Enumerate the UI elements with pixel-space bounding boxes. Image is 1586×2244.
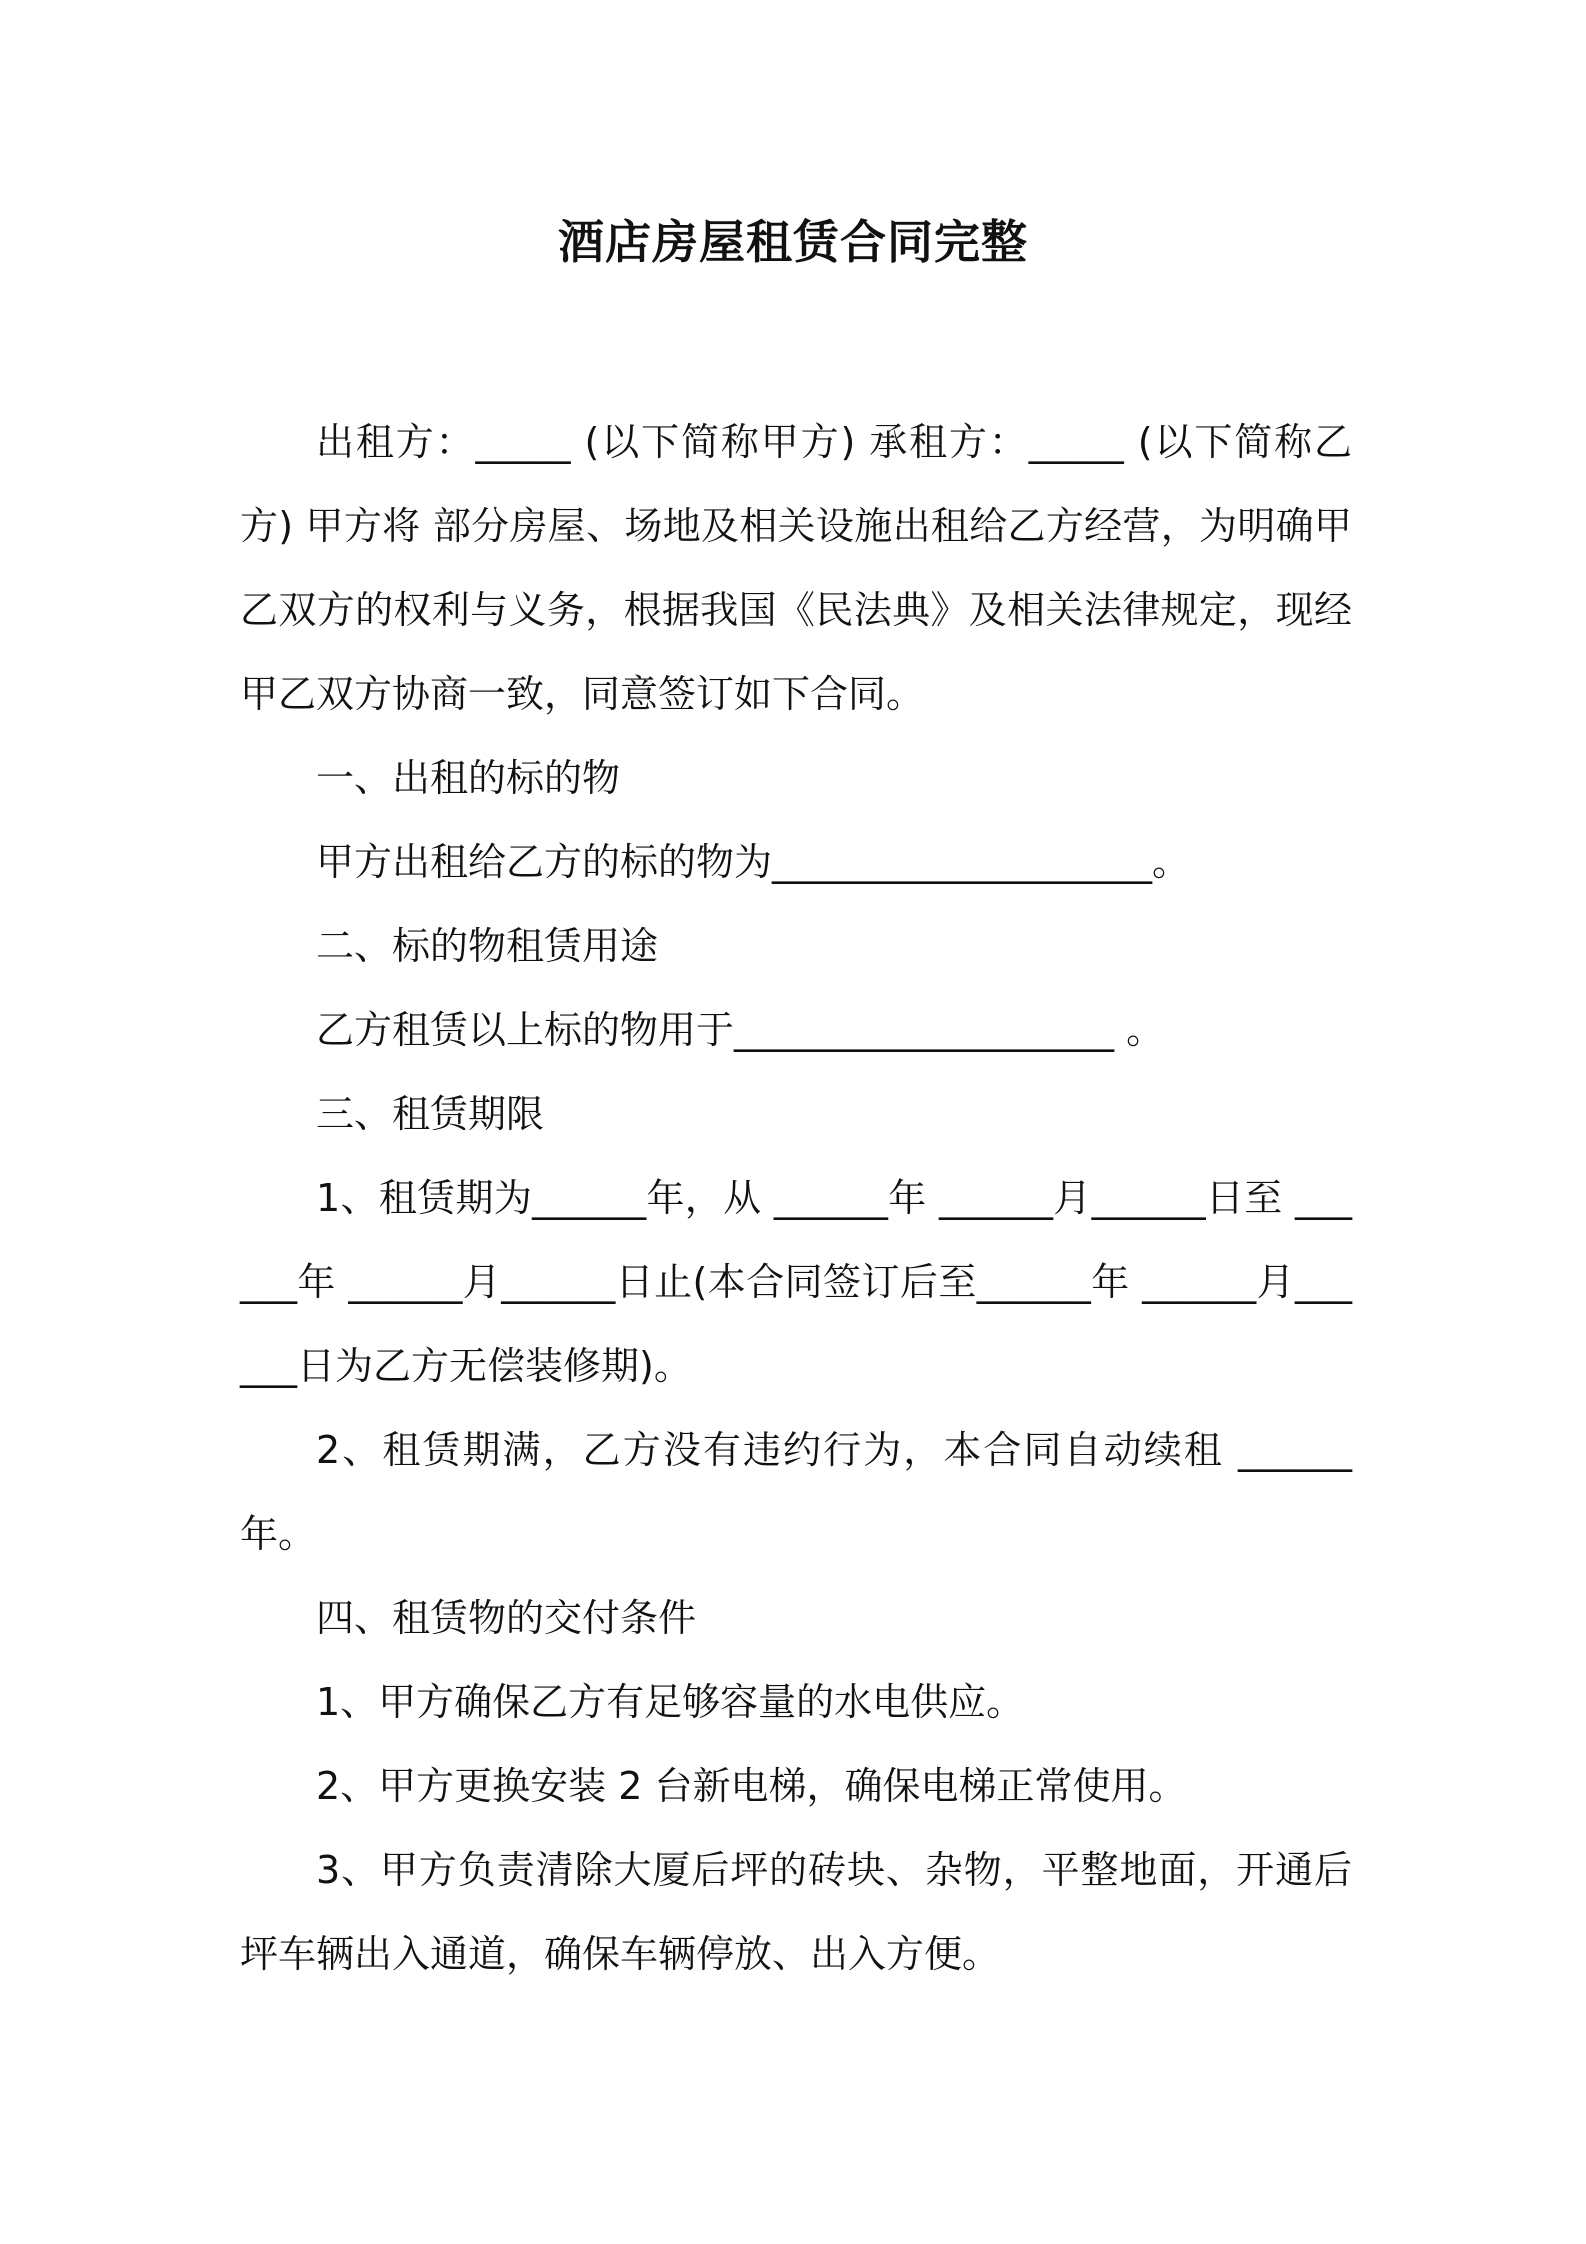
document-title: 酒店房屋租赁合同完整: [558, 215, 1028, 269]
paragraph-usage: 乙方租赁以上标的物用于____________________ 。: [316, 1008, 1165, 1052]
paragraph-term-2: 2、租赁期满，乙方没有违约行为，本合同自动续租 ______年。: [240, 1428, 1352, 1556]
paragraph-delivery-1: 1、甲方确保乙方有足够容量的水电供应。: [316, 1680, 1025, 1724]
section-heading-3: 三、租赁期限: [316, 1092, 545, 1136]
paragraph-delivery-3: 3、甲方负责清除大厦后坪的砖块、杂物，平整地面，开通后坪车辆出入通道，确保车辆停放、出入方便。: [240, 1848, 1352, 1976]
section-heading-2: 二、标的物租赁用途: [316, 924, 659, 968]
section-heading-4: 四、租赁物的交付条件: [316, 1596, 697, 1640]
paragraph-parties: 出租方：_____ (以下简称甲方) 承租方：_____ (以下简称乙方) 甲方将 部分房屋、场地及相关设施出租给乙方经营，为明确甲乙双方的权利与义务，根据我国《民法典》及相关法律规定，现经甲乙双方协商一致，同意签订如下合同。: [240, 420, 1352, 716]
paragraph-term-1: 1、租赁期为______年，从 ______年 ______月______日至 ______年 ______月______日止(本合同签订后至______年 ______月______日为乙方无偿装修期)。: [240, 1176, 1352, 1388]
paragraph-subject: 甲方出租给乙方的标的物为____________________。: [316, 840, 1191, 884]
paragraph-delivery-2: 2、甲方更换安装 2 台新电梯，确保电梯正常使用。: [316, 1764, 1187, 1808]
document-body: [240, 400, 1352, 1996]
section-heading-1: 一、出租的标的物: [316, 756, 621, 800]
